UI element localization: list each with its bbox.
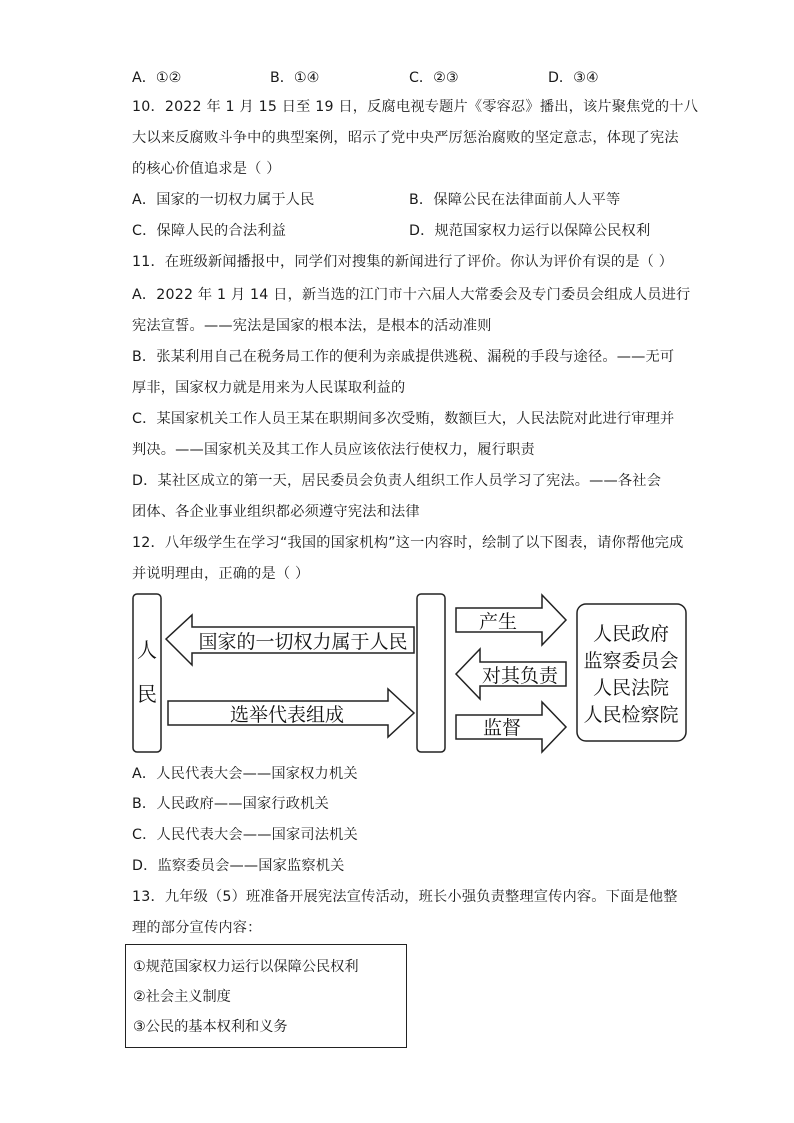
q10-option-a[interactable]: A．国家的一切权力属于人民 (132, 192, 315, 208)
q11-option-c-line1[interactable]: C．某国家机关工作人员王某在职期间多次受贿，数额巨大，人民法院对此进行审理并 (132, 411, 675, 427)
q11-option-a-line1[interactable]: A．2022 年 1 月 14 日，新当选的江门市十六届人大常委会及专门委员会组成人员进行 (132, 287, 691, 303)
people-char-1: 人 (137, 638, 157, 662)
q10-option-b[interactable]: B．保障公民在法律面前人人平等 (409, 192, 621, 208)
arrow-power-label: 国家的一切权力属于人民 (198, 631, 408, 653)
q11-option-c-line2: 判决。——国家机关及其工作人员应该依法行使权力，履行职责 (132, 442, 535, 458)
organ-procuratorate: 人民检察院 (583, 704, 679, 726)
organ-supervisory: 监察委员会 (583, 650, 679, 672)
q11-option-b-line1[interactable]: B．张某利用自己在税务局工作的便利为亲戚提供逃税、漏税的手段与途径。——无可 (132, 349, 675, 365)
q13-item-2: ②社会主义制度 (133, 989, 231, 1005)
q9-options (132, 67, 632, 87)
q13-stem-line2: 理的部分宣传内容： (132, 920, 262, 936)
q10-stem-line3: 的核心价值追求是（ ） (132, 161, 281, 177)
q11-option-a-line2: 宪法宣誓。——宪法是国家的根本法，是根本的活动准则 (132, 318, 492, 334)
organ-government: 人民政府 (592, 623, 670, 645)
q11-stem: 11．在班级新闻播报中，同学们对搜集的新闻进行了评价。你认为评价有误的是（ ） (132, 254, 674, 270)
q10-stem-line2: 大以来反腐败斗争中的典型案例，昭示了党中央严厉惩治腐败的坚定意志，体现了宪法 (132, 130, 679, 146)
q12-option-a[interactable]: A．人民代表大会——国家权力机关 (132, 766, 358, 782)
q13-item-3: ③公民的基本权利和义务 (133, 1019, 288, 1035)
blank-organ-box (417, 594, 445, 752)
organ-court: 人民法院 (592, 677, 670, 699)
arrow-supervise-label: 监督 (482, 717, 522, 739)
q11-option-d-line2: 团体、各企业事业组织都必须遵守宪法和法律 (132, 504, 420, 520)
q9-option-d[interactable]: D．③④ (548, 70, 599, 86)
q11-option-d-line1[interactable]: D．某社区成立的第一天，居民委员会负责人组织工作人员学习了宪法。——各社会 (132, 473, 662, 489)
q9-option-b[interactable]: B．①④ (270, 70, 320, 86)
q12-stem-line1: 12．八年级学生在学习“我国的国家机构”这一内容时，绘制了以下图表，请你帮他完成 (132, 535, 684, 551)
arrow-responsible-label: 对其负责 (481, 665, 559, 687)
q12-option-d[interactable]: D．监察委员会——国家监察机关 (132, 858, 345, 874)
people-char-2: 民 (137, 682, 157, 706)
q13-stem-line1: 13．九年级（5）班准备开展宪法宣传活动，班长小强负责整理宣传内容。下面是他整 (132, 889, 678, 905)
q13-content-box (125, 944, 407, 1048)
q9-option-a[interactable]: A．①② (132, 70, 182, 86)
q12-option-c[interactable]: C．人民代表大会——国家司法机关 (132, 827, 358, 843)
q11-option-b-line2: 厚非，国家权力就是用来为人民谋取利益的 (132, 380, 406, 396)
people-box (133, 594, 161, 752)
q13-item-1: ①规范国家权力运行以保障公民权利 (133, 959, 359, 975)
state-organs-diagram (130, 591, 690, 757)
q10-option-c[interactable]: C．保障人民的合法利益 (132, 223, 286, 239)
q10-option-d[interactable]: D．规范国家权力运行以保障公民权利 (409, 223, 651, 239)
q10-stem-line1: 10．2022 年 1 月 15 日至 19 日，反腐电视专题片《零容忍》播出，该片聚焦党的十八 (132, 99, 699, 115)
q12-stem-line2: 并说明理由，正确的是（ ） (132, 566, 310, 582)
arrow-elect-label: 选举代表组成 (229, 704, 345, 726)
q9-option-c[interactable]: C．②③ (409, 70, 459, 86)
arrow-produce-label: 产生 (478, 611, 518, 633)
q12-option-b[interactable]: B．人民政府——国家行政机关 (132, 796, 329, 812)
